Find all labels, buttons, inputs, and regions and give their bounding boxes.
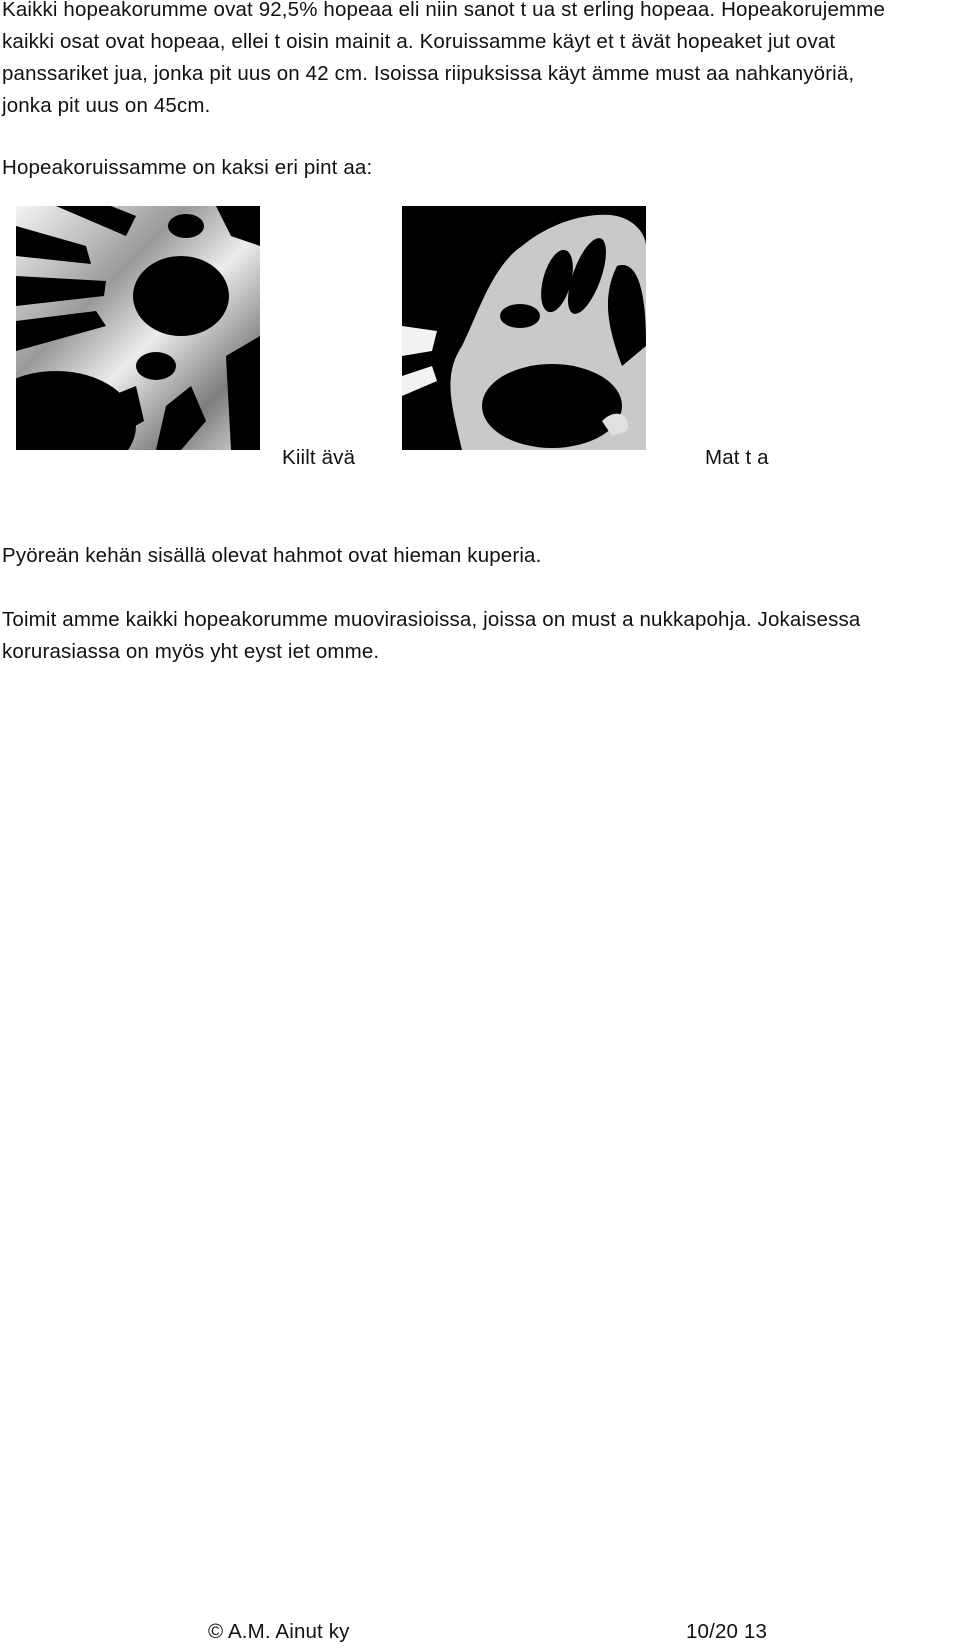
delivery-line: korurasiassa on myös yht eyst iet omme.	[2, 640, 380, 663]
matte-finish-caption: Mat t a	[705, 446, 769, 469]
intro-paragraph	[2, 0, 885, 122]
glossy-finish-caption: Kiilt ävä	[282, 446, 356, 469]
intro-line: jonka pit uus on 45cm.	[2, 94, 211, 117]
intro-line: panssariket jua, jonka pit uus on 42 cm. Isoissa riipuksissa käyt ämme must aa nahkanyöriä,	[2, 62, 855, 85]
matte-finish-photo	[402, 206, 646, 450]
intro-line: kaikki osat ovat hopeaa, ellei t oisin mainit a. Koruissamme käyt et t ävät hopeaket jut ovat	[2, 30, 836, 53]
finishes-heading: Hopeakoruissamme on kaksi eri pint aa:	[2, 156, 373, 179]
delivery-paragraph	[2, 604, 860, 668]
intro-line: Kaikki hopeakorumme ovat 92,5% hopeaa eli niin sanot t ua st erling hopeaa. Hopeakorujemme	[2, 0, 885, 21]
delivery-line: Toimit amme kaikki hopeakorumme muovirasioissa, joissa on must a nukkapohja. Jokaisessa	[2, 608, 861, 631]
shape-note: Pyöreän kehän sisällä olevat hahmot ovat hieman kuperia.	[2, 544, 542, 567]
glossy-finish-photo	[16, 206, 260, 450]
footer-date: 10/20 13	[686, 1620, 767, 1643]
footer-copyright: © A.M. Ainut ky	[208, 1620, 350, 1643]
